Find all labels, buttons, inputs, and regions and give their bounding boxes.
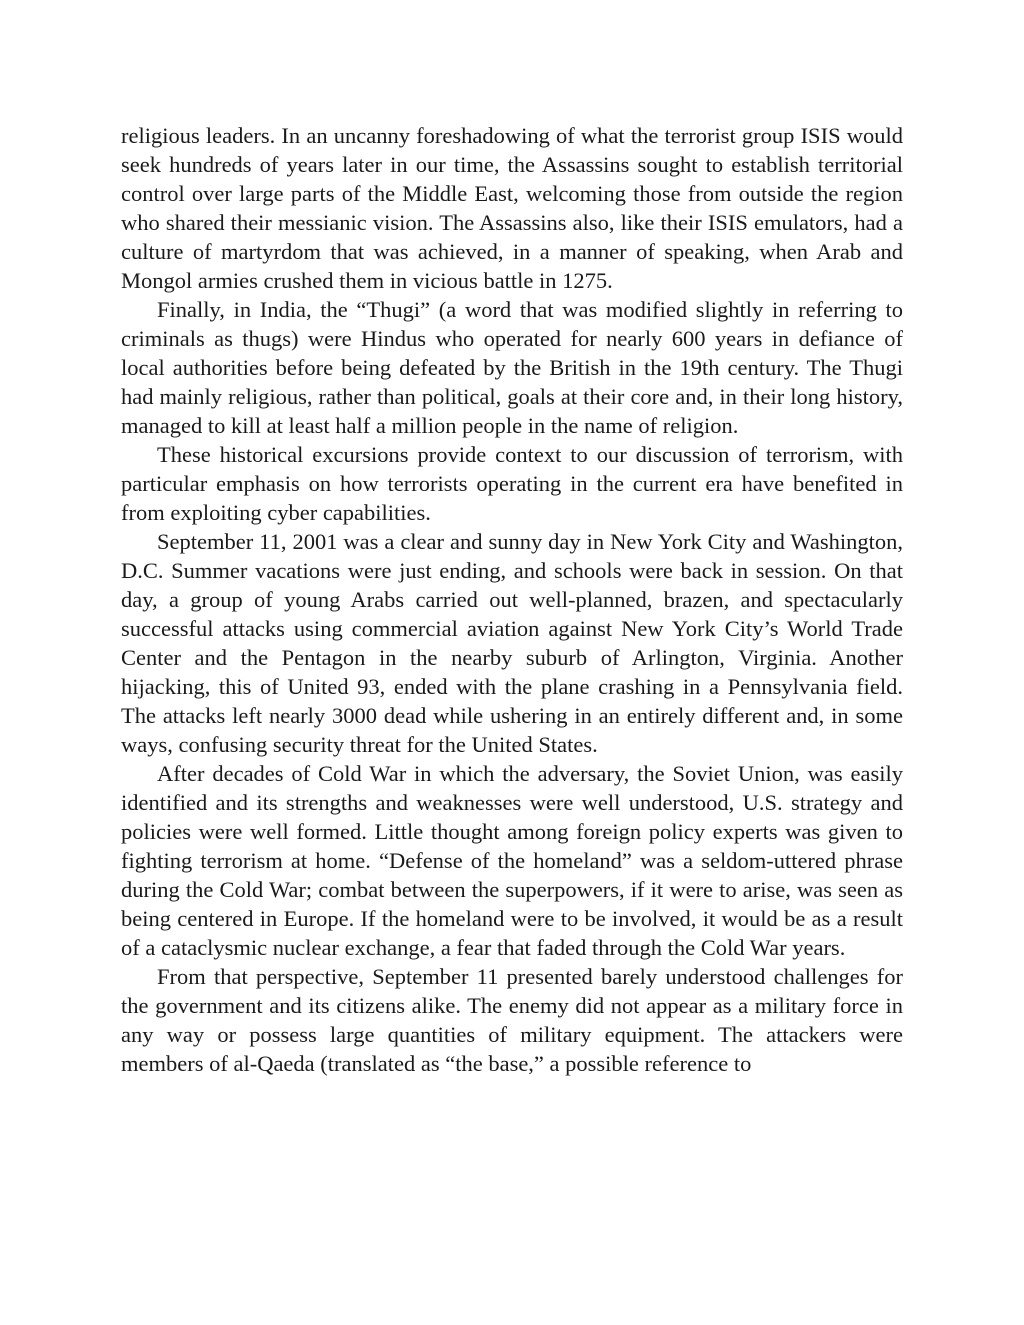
paragraph-cold-war: After decades of Cold War in which the adversary, the Soviet Union, was easily identified and its strengths and weaknesses were well understood, U.S. strategy and policies were well formed. Little thought among foreign policy experts was given to fighting terrorism at home. “Defense of the homeland” was a seldom-uttered phrase during the Cold War; combat between the superpowers, if it were to arise, was seen as being centered in Europe. If the homeland were to be involved, it would be as a result of a cataclysmic nuclear exchange, a fear that faded through the Cold War years. (121, 761, 903, 960)
paragraph-september-11: September 11, 2001 was a clear and sunny day in New York City and Washington, D.C. Summer vacations were just ending, and schools were back in session. On that day, a group of young Arabs carried out well-planned, brazen, and spectacularly successful attacks using commercial aviation against New York City’s World Trade Center and the Pentagon in the nearby suburb of Arlington, Virginia. Another hijacking, this of United 93, ended with the plane crashing in a Pennsylvania field. The attacks left nearly 3000 dead while ushering in an entirely different and, in some ways, confusing security threat for the United States. (121, 529, 903, 757)
paragraph-historical-context: These historical excursions provide context to our discussion of terrorism, with particular emphasis on how terrorists operating in the current era have benefited in from exploiting cyber capabilities. (121, 442, 903, 525)
document-page (121, 121, 903, 1078)
paragraph-perspective: From that perspective, September 11 presented barely understood challenges for the government and its citizens alike. The enemy did not appear as a military force in any way or possess large quantities of military equipment. The attackers were members of al-Qaeda (translated as “the base,” a possible reference to (121, 964, 903, 1076)
paragraph-thugi: Finally, in India, the “Thugi” (a word that was modified slightly in referring to criminals as thugs) were Hindus who operated for nearly 600 years in defiance of local authorities before being defeated by the British in the 19th century. The Thugi had mainly religious, rather than political, goals at their core and, in their long history, managed to kill at least half a million people in the name of religion. (121, 297, 903, 438)
paragraph-assassins: religious leaders. In an uncanny foreshadowing of what the terrorist group ISIS would seek hundreds of years later in our time, the Assassins sought to establish territorial control over large parts of the Middle East, welcoming those from outside the region who shared their messianic vision. The Assassins also, like their ISIS emulators, had a culture of martyrdom that was achieved, in a manner of speaking, when Arab and Mongol armies crushed them in vicious battle in 1275. (121, 123, 903, 293)
